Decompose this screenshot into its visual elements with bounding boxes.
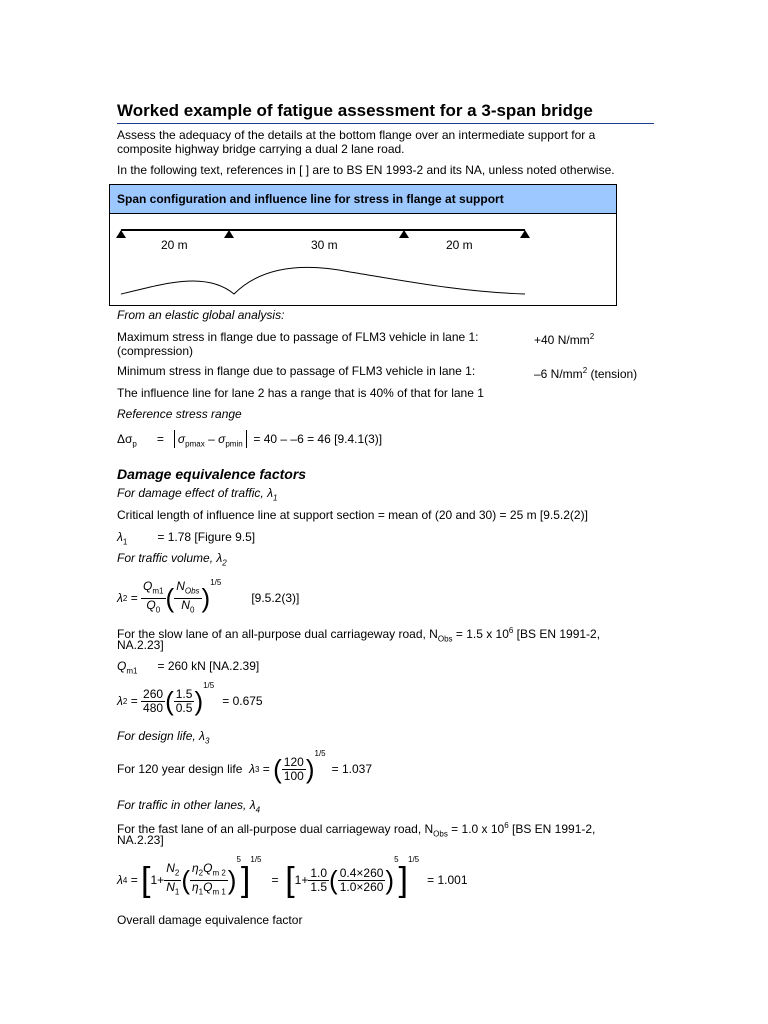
- lambda1-value: $\lambda_1$ = 1.78 [Figure 9.5]: [117, 530, 256, 547]
- support-2: [224, 230, 234, 238]
- max-stress-note: (compression): [117, 344, 194, 358]
- support-1: [116, 230, 126, 238]
- intro-line-1: Assess the adequacy of the details at the bottom flange over an intermediate support for a: [117, 128, 596, 142]
- lambda4-heading: For traffic in other lanes, $\lambda_4$: [117, 798, 261, 815]
- critical-length-text: Critical length of influence line at support section = mean of (20 and 30) = 25 m [9.5.2(2)]: [117, 508, 588, 522]
- min-stress-value: –6 $N/mm^2$ (tension): [534, 366, 638, 381]
- intro-line-3: In the following text, references in [ ] are to BS EN 1993-2 and its NA, unless noted otherwise.: [117, 163, 615, 177]
- support-4: [520, 230, 530, 238]
- page-title: Worked example of fatigue assessment for a 3-span bridge: [117, 101, 593, 120]
- min-stress-text: Minimum stress in flange due to passage of FLM3 vehicle in lane 1:: [117, 364, 476, 378]
- influence-line: [121, 267, 525, 294]
- figure-caption: Span configuration and influence line for stress in flange at support: [110, 185, 616, 214]
- ref-stress-heading: Reference stress range: [117, 407, 242, 421]
- damage-heading: Damage equivalence factors: [117, 466, 307, 482]
- lambda3-heading: For design life, $\lambda_3$: [117, 729, 210, 746]
- lambda4-calc: λ 4 = [ 1+ $\frac{N_2}{N_1}$ ( $\frac{\eta_2Q_{m 2}}{\eta_1Q_{m 1}}$ ) 5 ] 1/5 = [ 1+ $\frac{1.0}{1.5}$ ( $\frac{0.4\times 260}{1.0\times 260}$ ) 5 ] 1/5 = 1.001: [117, 855, 468, 899]
- support-3: [399, 230, 409, 238]
- overall-factor-text: Overall damage equivalence factor: [117, 913, 303, 927]
- lane2-text: The influence line for lane 2 has a range that is 40% of that for lane 1: [117, 386, 484, 400]
- fast-lane-ref: NA.2.23]: [117, 833, 164, 847]
- span-label-1: 20 m: [161, 238, 188, 252]
- intro-line-2: composite highway bridge carrying a dual 2 lane road.: [117, 142, 405, 156]
- analysis-heading: From an elastic global analysis:: [117, 308, 285, 322]
- span-label-3: 20 m: [446, 238, 473, 252]
- lambda2-calc: λ 2 = $\frac{260}{480}$ ( $\frac{1.5}{0.5}$ ) 1/5 = 0.675: [117, 681, 263, 716]
- span-label-2: 30 m: [311, 238, 338, 252]
- qm1-value: $Q_{m1}$ = 260 kN [NA.2.39]: [117, 659, 260, 676]
- ref-stress-equation: $\Delta\sigma_p$ = $\sigma_{pmax} - \sigma_{pmin} = 40 - -6 = 46$ [9.4.1(3)]: [117, 432, 383, 449]
- lambda2-heading: For traffic volume, $\lambda_2$: [117, 551, 227, 568]
- fast-lane-text: For the fast lane of an all-purpose dual carriageway road, $N_{Obs} = 1.0$ x $10^6$ [BS EN 1991-2,: [117, 821, 596, 839]
- lambda1-heading: For damage effect of traffic, $\lambda_1$: [117, 486, 278, 503]
- lambda3-calc: For 120 year design life λ 3 = ( $\frac{120}{100}$ ) 1/5 = 1.037: [117, 749, 372, 784]
- max-stress-value: +40 $N/mm^2$: [534, 332, 595, 347]
- slow-lane-text: For the slow lane of an all-purpose dual carriageway road, $N_{Obs} = 1.5$ x $10^6$ [BS EN 1991-2,: [117, 626, 601, 644]
- slow-lane-ref: NA.2.23]: [117, 638, 164, 652]
- max-stress-text: Maximum stress in flange due to passage of FLM3 vehicle in lane 1:: [117, 330, 479, 344]
- lambda2-formula: λ 2 = $\frac{Q_{m1}}{Q_0}$ ( $\frac{N_{Obs}}{N_0}$ ) 1/5 [9.5.2(3)]: [117, 578, 300, 614]
